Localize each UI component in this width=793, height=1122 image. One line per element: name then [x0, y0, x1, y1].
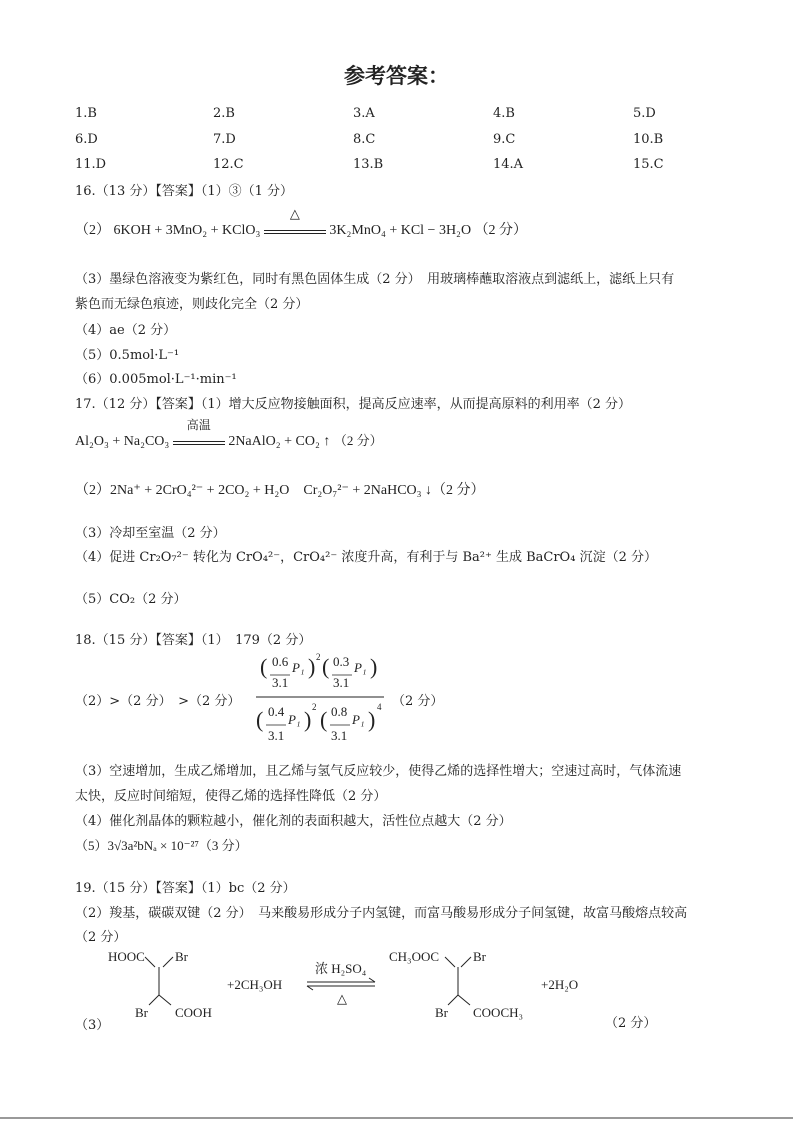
answer-item: 9.C	[493, 132, 516, 147]
answer-item: 8.C	[353, 132, 376, 147]
answer-item: 3.A	[353, 106, 375, 121]
page-bottom-rule	[0, 1117, 793, 1119]
answer-item: 5.D	[633, 106, 656, 121]
svg-text:(: (	[320, 707, 328, 732]
q18-part3-line1: （3）空速增加，生成乙烯增加，且乙烯与氢气反应较少，使得乙烯的选择性增大；空速过高时，气体流速	[75, 764, 682, 779]
answer-item: 4.B	[493, 106, 515, 121]
q17-part5: （5）CO₂（2 分）	[75, 592, 187, 607]
den1: 0.4	[268, 704, 285, 719]
answer-item: 14.A	[493, 157, 524, 172]
reactant-br-bottom: Br	[135, 1005, 148, 1020]
svg-text:): )	[368, 707, 376, 732]
heat-symbol: △	[289, 206, 300, 221]
q17-heading: 17.（12 分）【答案】（1）增大反应物接触面积，提高反应速率，从而提高原料的利用率（2 分）	[75, 397, 632, 412]
q16-part3-line1: （3）墨绿色溶液变为紫红色，同时有黑色固体生成（2 分） 用玻璃棒蘸取溶液点到滤纸上，滤纸上只有	[75, 272, 675, 287]
q19-part3-score: （2 分）	[605, 1016, 657, 1031]
page-title: 参考答案：	[344, 63, 449, 88]
product-br-top: Br	[473, 949, 486, 964]
q17-eq-right: 2NaAlO₂ + CO₂ ↑	[228, 434, 331, 449]
q18-heading: 18.（15 分）【答案】（1） 179（2 分）	[75, 633, 312, 648]
exp: 4	[377, 702, 382, 712]
q18-part3-line2: 太快，反应时间缩短，使得乙烯的选择性降低（2 分）	[75, 789, 387, 804]
answer-item: 15.C	[633, 157, 664, 172]
answer-item: 13.B	[353, 157, 384, 172]
high-temp-label: 高温	[186, 418, 211, 432]
answer-item: 1.B	[75, 106, 97, 121]
svg-text:): )	[308, 654, 316, 679]
q18-part4: （4）催化剂晶体的颗粒越小，催化剂的表面积越大，活性位点越大（2 分）	[75, 814, 512, 829]
num2: 0.3	[333, 654, 350, 669]
q17-equation	[75, 418, 383, 450]
product-br-bottom: Br	[435, 1005, 448, 1020]
answer-item: 2.B	[213, 106, 235, 121]
answer-item: 11.D	[75, 157, 107, 172]
den-c: 3.1	[268, 728, 285, 743]
answer-item: 7.D	[213, 132, 236, 147]
den-a: 3.1	[272, 675, 289, 690]
p-symbol: P₁	[292, 660, 305, 675]
p-symbol: P₁	[354, 660, 367, 675]
p-symbol: P₁	[352, 712, 365, 727]
catalyst-label: 浓 H₂SO₄	[315, 961, 367, 976]
q17-part4: （4）促进 Cr₂O₇²⁻ 转化为 CrO₄²⁻，CrO₄²⁻ 浓度升高，有利于与 Ba²⁺ 生成 BaCrO₄ 沉淀（2 分）	[75, 550, 657, 565]
q16-eq-score: （2 分）	[474, 223, 528, 238]
product-ch3ooc: CH₃OOC	[389, 949, 440, 964]
q16-p2-label: （2）	[75, 223, 110, 238]
q19-heading: 19.（15 分）【答案】（1）bc（2 分）	[75, 881, 296, 896]
q17-part3: （3）冷却至室温（2 分）	[75, 526, 226, 541]
q19-part3-label: （3）	[75, 1018, 110, 1033]
reactant-cooh: COOH	[175, 1005, 212, 1020]
exp: 2	[316, 652, 321, 662]
svg-text:(: (	[322, 654, 330, 679]
q18-part5: （5）3√3a²bNₐ × 10⁻²⁷（3 分）	[75, 838, 248, 853]
kp-fraction	[250, 652, 390, 748]
q16-eq-right: 3K₂MnO₄ + KCl − 3H₂O	[329, 223, 472, 238]
q16-part3-line2: 紫色而无绿色痕迹，则歧化完全（2 分）	[75, 297, 309, 312]
svg-text:(: (	[256, 707, 264, 732]
den2: 0.8	[331, 704, 348, 719]
q16-part4: （4）ae（2 分）	[75, 323, 177, 338]
q17-eq-left: Al₂O₃ + Na₂CO₃	[75, 434, 170, 449]
p-symbol: P₁	[288, 712, 301, 727]
q16-equation	[75, 206, 528, 239]
answer-item: 6.D	[75, 132, 98, 147]
q19-part2-line1: （2）羧基，碳碳双键（2 分） 马来酸易形成分子内氢键，而富马酸易形成分子间氢键，故富马酸熔点较高	[75, 906, 688, 921]
svg-text:(: (	[260, 654, 268, 679]
q17-eq-score: （2 分）	[333, 433, 383, 448]
svg-text:): )	[370, 654, 378, 679]
answer-item: 10.B	[633, 132, 664, 147]
product-cooch3: COOCH₃	[473, 1005, 524, 1020]
den-d: 3.1	[331, 728, 348, 743]
q16-part5: （5）0.5mol·L⁻¹	[75, 348, 180, 363]
q16-part6: （6）0.005mol·L⁻¹·min⁻¹	[75, 372, 237, 387]
exp: 2	[312, 702, 317, 712]
water: +2H₂O	[541, 977, 579, 992]
answer-item: 12.C	[213, 157, 244, 172]
heat-symbol: △	[337, 991, 347, 1006]
q19-part2-line2: （2 分）	[75, 930, 127, 945]
svg-text:): )	[304, 707, 312, 732]
q18-part2: （2）>（2 分） >（2 分）	[75, 694, 241, 709]
num1: 0.6	[272, 654, 289, 669]
den-b: 3.1	[333, 675, 350, 690]
q16-heading: 16.（13 分）【答案】（1）③（1 分）	[75, 184, 294, 199]
methanol: +2CH₃OH	[227, 977, 283, 992]
q17-part2: （2）2Na⁺ + 2CrO₄²⁻ + 2CO₂ + H₂O Cr₂O₇²⁻ + 2NaHCO₃ ↓（2 分）	[75, 483, 485, 498]
reactant-br-top: Br	[175, 949, 188, 964]
equals-arrow	[264, 230, 326, 234]
equals-arrow	[173, 441, 225, 445]
q18-part2-score: （2 分）	[392, 694, 444, 709]
reactant-hooc: HOOC	[108, 949, 145, 964]
q16-eq-left: 6KOH + 3MnO₂ + KClO₃	[113, 223, 261, 238]
